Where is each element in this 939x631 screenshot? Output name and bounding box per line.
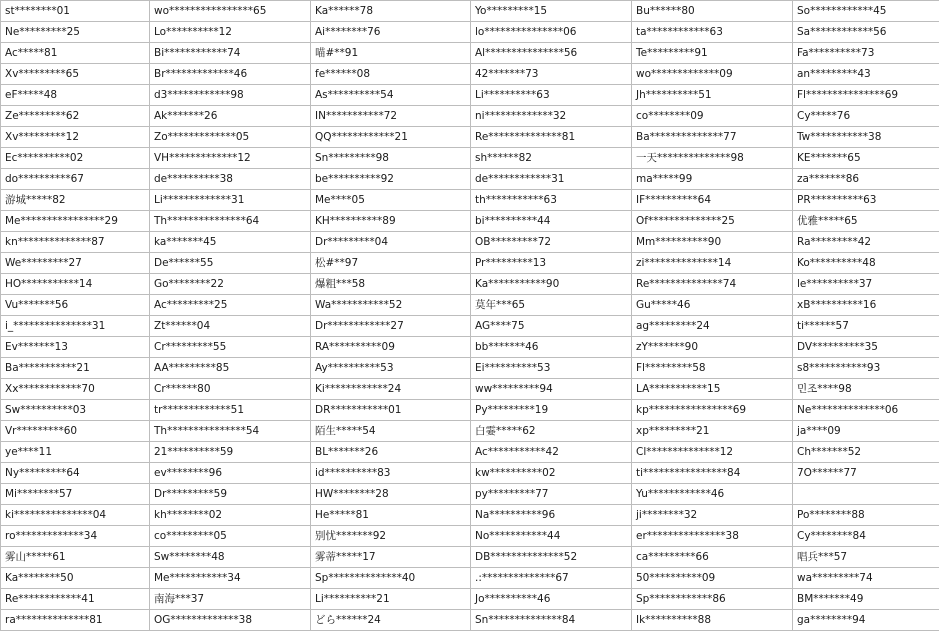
table-cell[interactable]: Re**************74	[632, 274, 793, 295]
table-cell[interactable]: ki***************04	[1, 505, 150, 526]
table-cell[interactable]: wo****************65	[150, 1, 311, 22]
table-cell[interactable]: ev********96	[150, 463, 311, 484]
table-cell[interactable]: kn**************87	[1, 232, 150, 253]
table-cell[interactable]: bb*******46	[471, 337, 632, 358]
table-row	[1, 358, 939, 379]
table-cell[interactable]: Of**************25	[632, 211, 793, 232]
table-cell[interactable]: Po********88	[793, 505, 939, 526]
table-cell[interactable]: Mm**********90	[632, 232, 793, 253]
table-cell[interactable]: Dr************27	[311, 316, 471, 337]
table-cell[interactable]: Br*************46	[150, 64, 311, 85]
table-cell[interactable]: VH*************12	[150, 148, 311, 169]
table-cell[interactable]: 50**********09	[632, 568, 793, 589]
table-cell[interactable]: Na**********96	[471, 505, 632, 526]
table-cell[interactable]: Ac***********42	[471, 442, 632, 463]
table-row	[1, 316, 939, 337]
table-cell[interactable]: Sn*********98	[311, 148, 471, 169]
table-cell[interactable]: He*****81	[311, 505, 471, 526]
table-cell[interactable]: xB**********16	[793, 295, 939, 316]
table-cell[interactable]: ma*****99	[632, 169, 793, 190]
table-cell[interactable]: Xx************70	[1, 379, 150, 400]
table-row	[1, 211, 939, 232]
table-cell[interactable]: Me***********34	[150, 568, 311, 589]
table-cell[interactable]: Gu*****46	[632, 295, 793, 316]
table-cell[interactable]: Sn**************84	[471, 610, 632, 631]
table-cell[interactable]: er***************38	[632, 526, 793, 547]
table-cell[interactable]: zY*******90	[632, 337, 793, 358]
table-cell[interactable]: ra**************81	[1, 610, 150, 631]
table-cell[interactable]: PR**********63	[793, 190, 939, 211]
table-cell[interactable]: Bi************74	[150, 43, 311, 64]
table-row	[1, 106, 939, 127]
table-cell[interactable]: Ne*********25	[1, 22, 150, 43]
table-cell[interactable]: Ka********50	[1, 568, 150, 589]
table-cell[interactable]: ca*********66	[632, 547, 793, 568]
table-row	[1, 85, 939, 106]
table-cell[interactable]: st********01	[1, 1, 150, 22]
table-cell[interactable]: De******55	[150, 253, 311, 274]
table-row	[1, 232, 939, 253]
table-cell[interactable]: OG*************38	[150, 610, 311, 631]
table-cell[interactable]: Me****************29	[1, 211, 150, 232]
table-cell[interactable]: lo***************06	[471, 22, 632, 43]
table-cell[interactable]: OB*********72	[471, 232, 632, 253]
table-row	[1, 400, 939, 421]
table-cell[interactable]: KE*******65	[793, 148, 939, 169]
table-cell[interactable]: bi**********44	[471, 211, 632, 232]
table-cell[interactable]: どら******24	[311, 610, 471, 631]
table-cell[interactable]: ji********32	[632, 505, 793, 526]
table-cell[interactable]: be**********92	[311, 169, 471, 190]
table-cell[interactable]: Cr******80	[150, 379, 311, 400]
table-cell[interactable]: 雾山*****61	[1, 547, 150, 568]
table-cell[interactable]: Ze*********62	[1, 106, 150, 127]
table-cell[interactable]: ww*********94	[471, 379, 632, 400]
table-cell[interactable]: Sa************56	[793, 22, 939, 43]
table-cell[interactable]: Ko**********48	[793, 253, 939, 274]
table-cell[interactable]: Th***************64	[150, 211, 311, 232]
table-cell[interactable]: de************31	[471, 169, 632, 190]
table-cell[interactable]: Ki************24	[311, 379, 471, 400]
table-row	[1, 127, 939, 148]
table-cell[interactable]: Cy*****76	[793, 106, 939, 127]
table-cell[interactable]: ag*********24	[632, 316, 793, 337]
table-cell[interactable]: Te*********91	[632, 43, 793, 64]
table-cell[interactable]: Zo*************05	[150, 127, 311, 148]
table-cell[interactable]: ti****************84	[632, 463, 793, 484]
table-row	[1, 43, 939, 64]
table-row	[1, 589, 939, 610]
table-row	[1, 190, 939, 211]
table-cell[interactable]: AG****75	[471, 316, 632, 337]
table-row	[1, 568, 939, 589]
table-cell[interactable]: Re**************81	[471, 127, 632, 148]
table-cell[interactable]: Ba**************77	[632, 127, 793, 148]
table-cell[interactable]: Lo**********12	[150, 22, 311, 43]
table-cell[interactable]: sh******82	[471, 148, 632, 169]
table-cell[interactable]: Xv*********12	[1, 127, 150, 148]
table-cell[interactable]: BL*******26	[311, 442, 471, 463]
table-cell[interactable]: Sw**********03	[1, 400, 150, 421]
table-cell[interactable]: Re************41	[1, 589, 150, 610]
table-cell[interactable]: BM*******49	[793, 589, 939, 610]
table-row	[1, 148, 939, 169]
table-cell[interactable]: wa*********74	[793, 568, 939, 589]
table-cell[interactable]: DV**********35	[793, 337, 939, 358]
table-cell[interactable]: 一天**************98	[632, 148, 793, 169]
table-cell[interactable]: Ba***********21	[1, 358, 150, 379]
table-cell[interactable]: Sp************86	[632, 589, 793, 610]
table-cell[interactable]: 南海***37	[150, 589, 311, 610]
table-cell[interactable]: do**********67	[1, 169, 150, 190]
table-row	[1, 295, 939, 316]
table-cell[interactable]: Cl**************12	[632, 442, 793, 463]
table-cell[interactable]: kh********02	[150, 505, 311, 526]
table-cell[interactable]: Cy********84	[793, 526, 939, 547]
table-cell[interactable]: 唱兵***57	[793, 547, 939, 568]
table-row	[1, 526, 939, 547]
table-cell[interactable]: an*********43	[793, 64, 939, 85]
table-cell[interactable]: Th***************54	[150, 421, 311, 442]
table-row	[1, 610, 939, 631]
table-cell[interactable]: ro*************34	[1, 526, 150, 547]
table-cell[interactable]: Sw********48	[150, 547, 311, 568]
table-cell[interactable]: za*******86	[793, 169, 939, 190]
table-row	[1, 421, 939, 442]
table-cell[interactable]: Ak*******26	[150, 106, 311, 127]
table-cell[interactable]: Jh**********51	[632, 85, 793, 106]
table-cell[interactable]: Ai********76	[311, 22, 471, 43]
table-cell[interactable]: Ec**********02	[1, 148, 150, 169]
table-row	[1, 505, 939, 526]
table-cell[interactable]: 雾蒂*****17	[311, 547, 471, 568]
table-cell[interactable]: We*********27	[1, 253, 150, 274]
table-cell[interactable]: eF*****48	[1, 85, 150, 106]
table-row	[1, 1, 939, 22]
table-cell[interactable]: HO***********14	[1, 274, 150, 295]
table-row	[1, 379, 939, 400]
table-cell[interactable]: ni*************32	[471, 106, 632, 127]
table-cell[interactable]: Me****05	[311, 190, 471, 211]
table-row	[1, 274, 939, 295]
table-cell[interactable]: DR***********01	[311, 400, 471, 421]
table-cell[interactable]: ta************63	[632, 22, 793, 43]
table-cell[interactable]: wo*************09	[632, 64, 793, 85]
table-cell[interactable]: Li**********63	[471, 85, 632, 106]
table-cell[interactable]: KH**********89	[311, 211, 471, 232]
table-row	[1, 463, 939, 484]
table-cell[interactable]: Ka***********90	[471, 274, 632, 295]
table-cell[interactable]: zi**************14	[632, 253, 793, 274]
table-cell[interactable]: d3************98	[150, 85, 311, 106]
table-cell[interactable]: 陌生*****54	[311, 421, 471, 442]
table-cell[interactable]: i_***************31	[1, 316, 150, 337]
table-cell[interactable]: Dr*********04	[311, 232, 471, 253]
table-cell[interactable]: No***********44	[471, 526, 632, 547]
table-cell[interactable]: le**********37	[793, 274, 939, 295]
table-cell[interactable]: Li*************31	[150, 190, 311, 211]
table-cell[interactable]: IF**********64	[632, 190, 793, 211]
table-cell[interactable]: Sp**************40	[311, 568, 471, 589]
table-row	[1, 547, 939, 568]
table-cell[interactable]: 민조****98	[793, 379, 939, 400]
table-cell[interactable]: Yo*********15	[471, 1, 632, 22]
table-cell[interactable]: 别忧*******92	[311, 526, 471, 547]
table-cell[interactable]: co********09	[632, 106, 793, 127]
table-cell[interactable]: kp****************69	[632, 400, 793, 421]
table-cell[interactable]: So************45	[793, 1, 939, 22]
table-cell[interactable]: IN***********72	[311, 106, 471, 127]
table-cell[interactable]: Ei**********53	[471, 358, 632, 379]
table-row	[1, 337, 939, 358]
table-cell[interactable]: Wa***********52	[311, 295, 471, 316]
table-cell[interactable]: Ev*******13	[1, 337, 150, 358]
table-row	[1, 442, 939, 463]
table-cell[interactable]: 莫年***65	[471, 295, 632, 316]
table-cell[interactable]: 42*******73	[471, 64, 632, 85]
table-cell[interactable]: Ch*******52	[793, 442, 939, 463]
table-cell[interactable]: Fl***************69	[793, 85, 939, 106]
table-cell[interactable]: Ac*****81	[1, 43, 150, 64]
table-cell[interactable]: xp*********21	[632, 421, 793, 442]
table-row	[1, 22, 939, 43]
table-cell[interactable]: Cr*********55	[150, 337, 311, 358]
table-cell[interactable]: Jo**********46	[471, 589, 632, 610]
table-cell[interactable]: tr*************51	[150, 400, 311, 421]
table-cell[interactable]: 7O******77	[793, 463, 939, 484]
table-cell[interactable]: Vr*********60	[1, 421, 150, 442]
table-row	[1, 484, 939, 505]
table-cell[interactable]: 喵#**91	[311, 43, 471, 64]
table-cell[interactable]: ye****11	[1, 442, 150, 463]
table-row	[1, 253, 939, 274]
table-cell[interactable]: AA*********85	[150, 358, 311, 379]
grid-body	[1, 1, 939, 631]
table-cell[interactable]: py*********77	[471, 484, 632, 505]
table-row	[1, 169, 939, 190]
table-row	[1, 64, 939, 85]
table-cell[interactable]: Ik**********88	[632, 610, 793, 631]
table-cell[interactable]: Go********22	[150, 274, 311, 295]
table-cell[interactable]: Xv*********65	[1, 64, 150, 85]
table-cell[interactable]: Zt******04	[150, 316, 311, 337]
table-cell[interactable]: 松#**97	[311, 253, 471, 274]
table-cell[interactable]: LA***********15	[632, 379, 793, 400]
table-cell[interactable]: fe******08	[311, 64, 471, 85]
table-cell[interactable]: 游城*****82	[1, 190, 150, 211]
table-cell[interactable]: Ay**********53	[311, 358, 471, 379]
table-cell[interactable]: 爆粗***58	[311, 274, 471, 295]
table-cell[interactable]: ja****09	[793, 421, 939, 442]
table-cell[interactable]: Tw***********38	[793, 127, 939, 148]
table-cell[interactable]: 21**********59	[150, 442, 311, 463]
table-cell[interactable]: Yu************46	[632, 484, 793, 505]
table-cell[interactable]: Py*********19	[471, 400, 632, 421]
table-cell[interactable]: Ac*********25	[150, 295, 311, 316]
table-cell[interactable]: .:**************67	[471, 568, 632, 589]
table-cell[interactable]: QQ************21	[311, 127, 471, 148]
table-cell[interactable]: HW********28	[311, 484, 471, 505]
table-cell[interactable]: As**********54	[311, 85, 471, 106]
table-cell[interactable]: Ny*********64	[1, 463, 150, 484]
table-cell[interactable]: Ne**************06	[793, 400, 939, 421]
table-cell[interactable]: ka*******45	[150, 232, 311, 253]
table-cell[interactable]: co*********05	[150, 526, 311, 547]
table-cell[interactable]: de**********38	[150, 169, 311, 190]
table-cell[interactable]: Fa**********73	[793, 43, 939, 64]
table-cell[interactable]: kw**********02	[471, 463, 632, 484]
table-cell[interactable]: 优雅*****65	[793, 211, 939, 232]
table-cell[interactable]: Bu******80	[632, 1, 793, 22]
table-cell[interactable]: Ka******78	[311, 1, 471, 22]
table-cell[interactable]: Fl*********58	[632, 358, 793, 379]
table-cell[interactable]: RA**********09	[311, 337, 471, 358]
table-cell[interactable]: DB**************52	[471, 547, 632, 568]
table-cell[interactable]: Dr*********59	[150, 484, 311, 505]
table-cell[interactable]: Ra*********42	[793, 232, 939, 253]
table-cell[interactable]: Mi********57	[1, 484, 150, 505]
table-cell[interactable]	[793, 484, 939, 505]
table-cell[interactable]: th***********63	[471, 190, 632, 211]
table-cell[interactable]: Al***************56	[471, 43, 632, 64]
table-cell[interactable]: s8***********93	[793, 358, 939, 379]
table-cell[interactable]: id**********83	[311, 463, 471, 484]
table-cell[interactable]: ti******57	[793, 316, 939, 337]
table-cell[interactable]: Vu*******56	[1, 295, 150, 316]
table-cell[interactable]: 白霎*****62	[471, 421, 632, 442]
table-cell[interactable]: ga********94	[793, 610, 939, 631]
table-cell[interactable]: Li**********21	[311, 589, 471, 610]
table-cell[interactable]: Pr*********13	[471, 253, 632, 274]
